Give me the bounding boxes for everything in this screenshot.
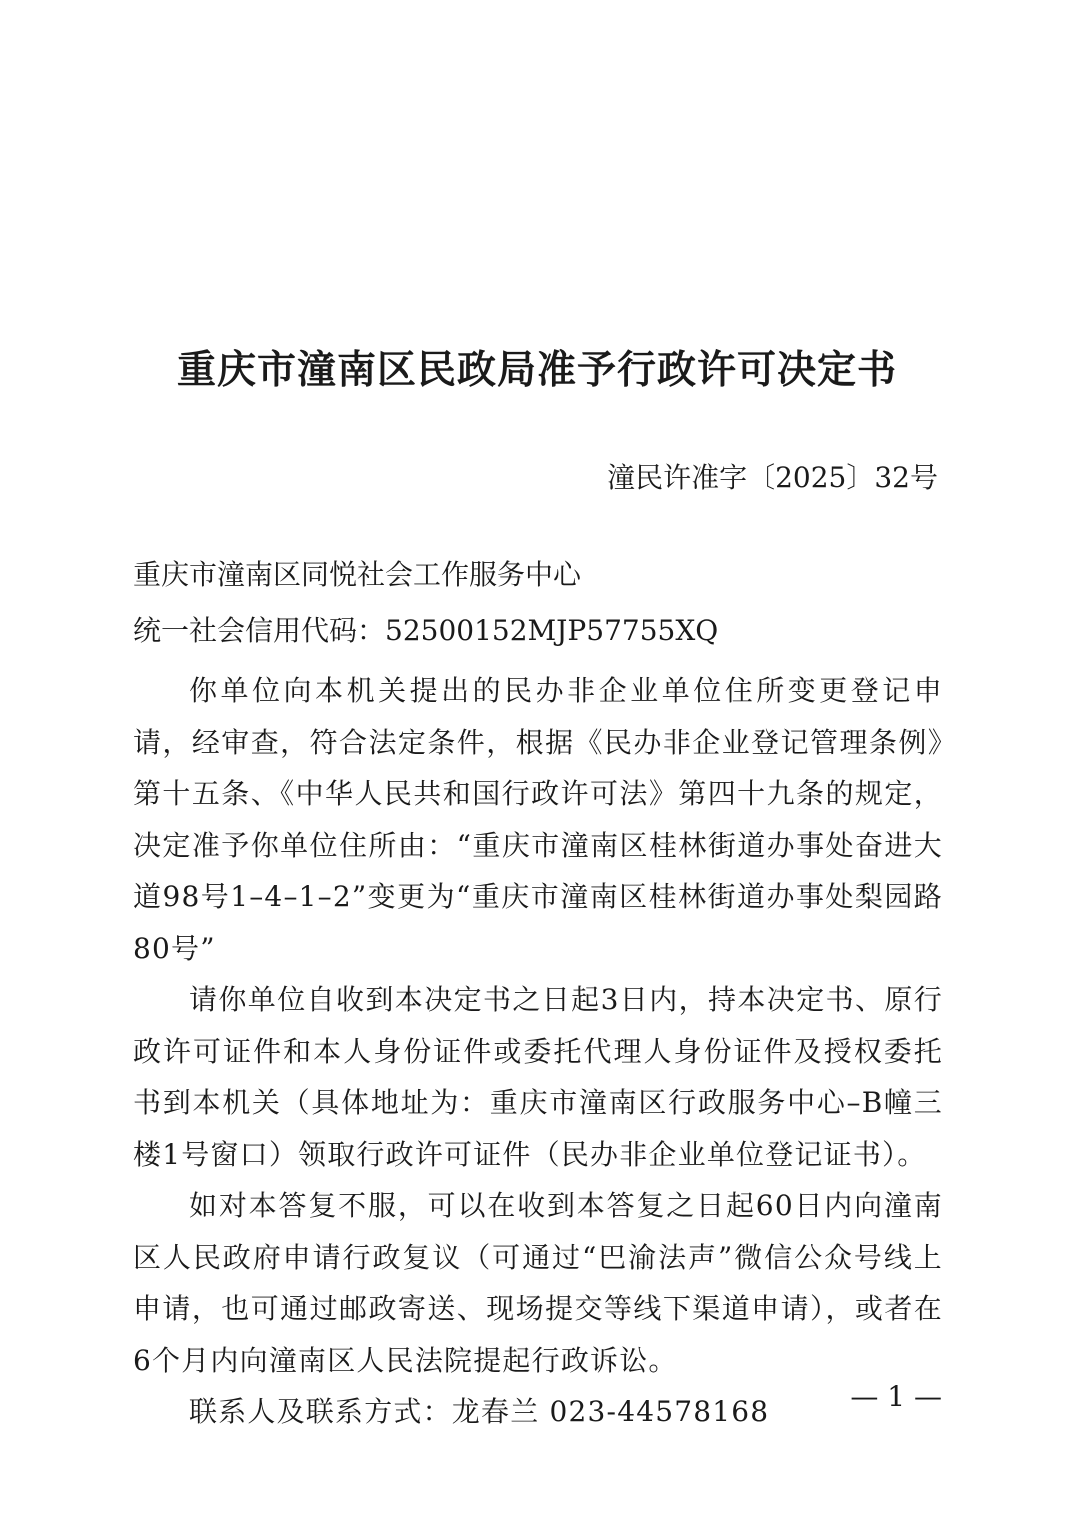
paragraph-contact: 联系人及联系方式：龙春兰 023-44578168 [189,1395,770,1428]
paragraph-appeal-rights: 如对本答复不服，可以在收到本答复之日起60日内向潼南区人民政府申请行政复议（可通过“巴渝法声”微信公众号线上申请，也可通过邮政寄送、现场提交等线下渠道申请），或者在6个月内向潼南区人民法院提起行政诉讼。 [133,1189,943,1377]
page-number: — 1 — [850,1380,942,1413]
document-number: 潼民许准字〔2025〕32号 [607,461,938,494]
document-title: 重庆市潼南区民政局准予行政许可决定书 [176,347,897,393]
paragraph-collection-instructions: 请你单位自收到本决定书之日起3日内，持本决定书、原行政许可证件和本人身份证件或委托代理人身份证件及授权委托书到本机关（具体地址为：重庆市潼南区行政服务中心–B幢三楼1号窗口）领取行政许可证件（民办非企业单位登记证书）。 [133,983,943,1171]
paragraph-decision: 你单位向本机关提出的民办非企业单位住所变更登记申请，经审查，符合法定条件，根据《民办非企业登记管理条例》第十五条、《中华人民共和国行政许可法》第四十九条的规定，决定准予你单位住所由：“重庆市潼南区桂林街道办事处奋进大道98号1–4–1–2”变更为“重庆市潼南区桂林街道办事处梨园路80号” [133,674,943,965]
recipient-name: 重庆市潼南区同悦社会工作服务中心 [133,558,582,591]
credit-code: 统一社会信用代码：52500152MJP57755XQ [133,614,719,647]
document-body [133,665,943,1438]
